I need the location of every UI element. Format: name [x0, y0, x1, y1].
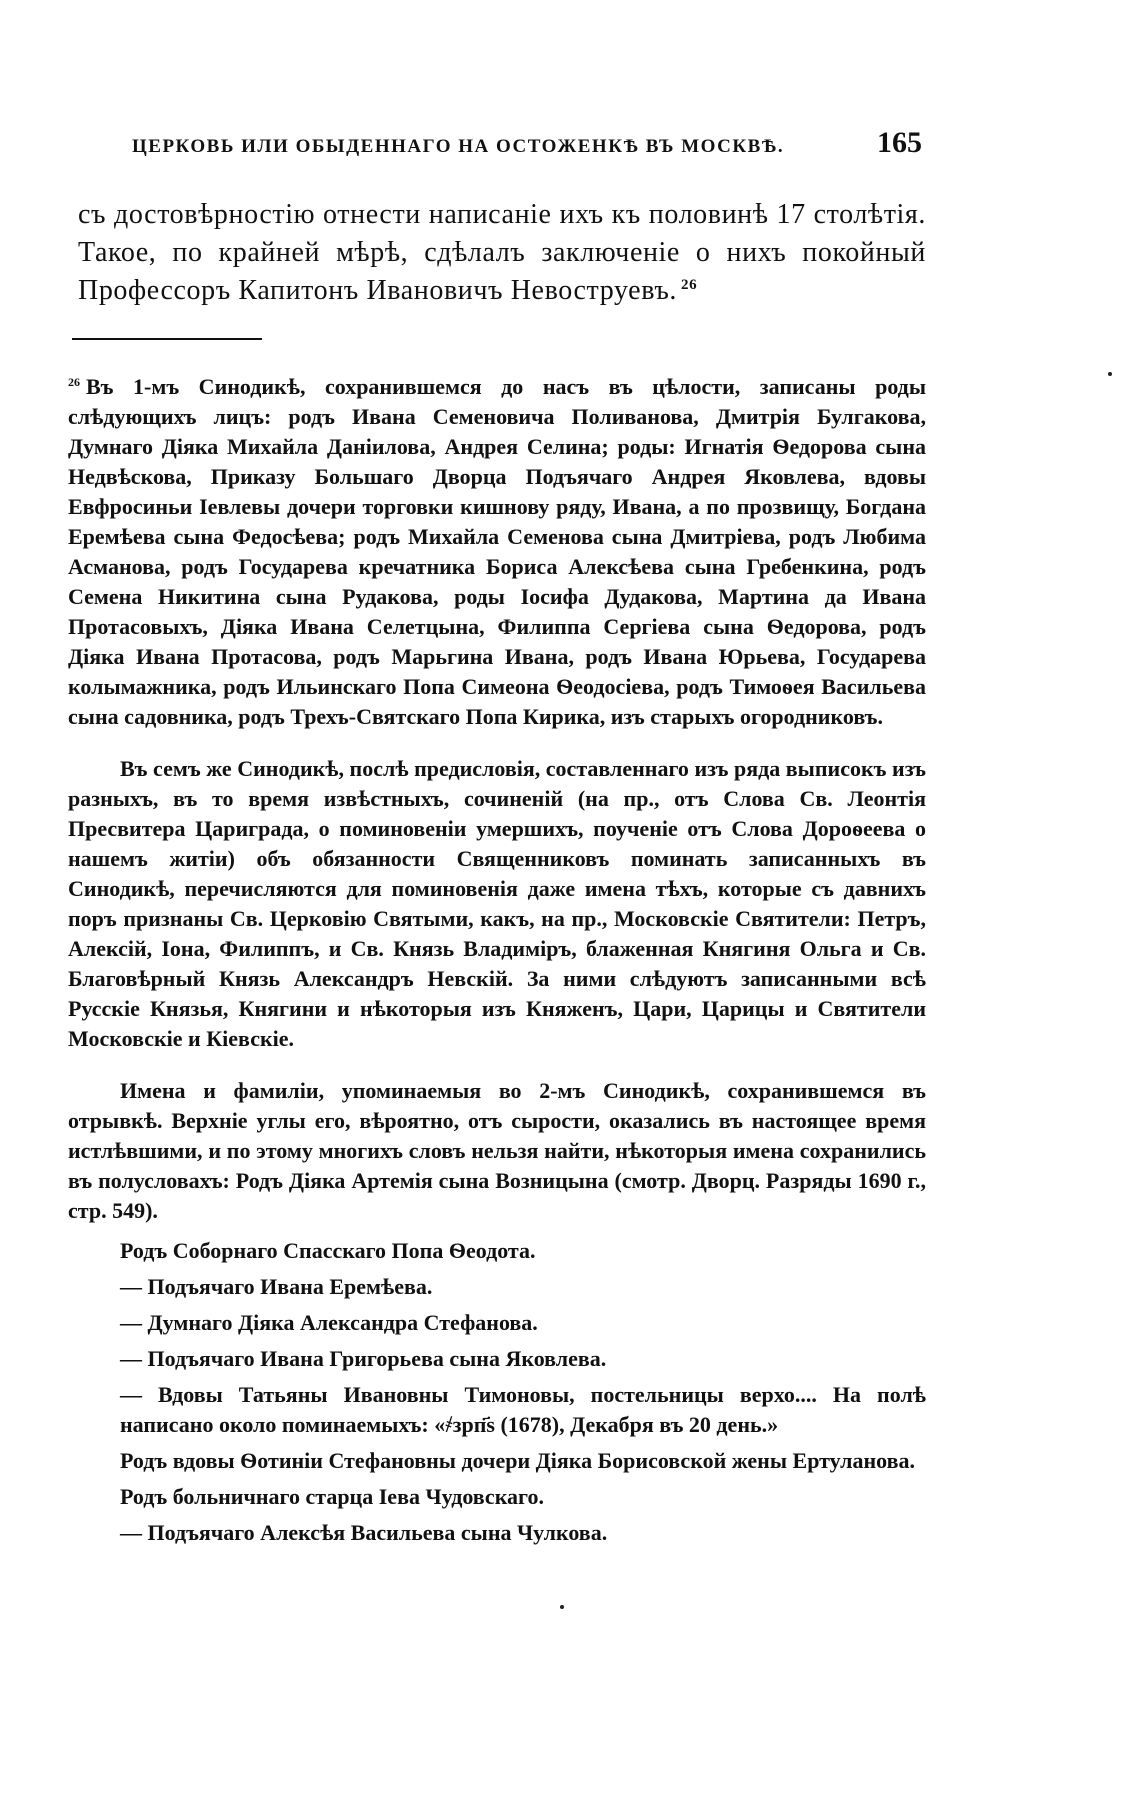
main-paragraph-text: съ достовѣрностію отнести написаніе ихъ къ половинѣ 17 столѣтія. Такое, по крайней мѣрѣ, сдѣлалъ заключеніе о нихъ покойный Профессоръ Капитонъ Ивановичъ Невоструевъ. [78, 199, 926, 306]
main-text [78, 196, 926, 310]
print-speck [1108, 372, 1112, 376]
list-item: Родъ Соборнаго Спасскаго Попа Ѳеодота. [120, 1238, 536, 1263]
footnote-paragraph-1-text: Въ 1-мъ Синодикѣ, сохранившемся до насъ въ цѣлости, записаны роды слѣдующихъ лицъ: родъ Ивана Семеновича Поливанова, Дмитрія Булгакова, Думнаго Діяка Михайла Даніилова, Андрея Селина; роды: Игнатія Ѳедорова сына Недвѣскова, Приказу Большаго Дворца Подъячаго Андрея Яковлева, вдовы Евфросиньи Іевлевы дочери торговки кишнову ряду, Ивана, а по прозвищу, Богдана Еремѣева сына Федосѣева; родъ Михайла Семенова сына Дмитріева, родъ Любима Асманова, родъ Государева кречатника Бориса Алексѣева сына Гребенкина, родъ Семена Никитина сына Рудакова, роды Іосифа Дудакова, Мартина да Ивана Протасовыхъ, Діяка Ивана Селетцына, Филиппа Сергіева сына Ѳедорова, родъ Діяка Ивана Протасова, родъ Марьгина Ивана, родъ Ивана Юрьева, Государева колымажника, родъ Ильинскаго Попа Симеона Ѳеодосіева, родъ Тимоѳея Васильева сына садовника, родъ Трехъ-Святскаго Попа Кирика, изъ старыхъ огородниковъ. [68, 374, 926, 729]
footnote-divider [72, 338, 262, 340]
footnote-paragraph-1 [68, 372, 926, 732]
footnote-paragraph-2: Въ семъ же Синодикѣ, послѣ предисловія, составленнаго изъ ряда выписокъ изъ разныхъ, въ то время извѣстныхъ, сочиненій (на пр., отъ Слова Св. Леонтія Пресвитера Цариграда, о поминовеніи умершихъ, поученіе отъ Слова Дороѳеева о нашемъ житіи) объ обязанности Священниковъ поминать записанныхъ въ Синодикѣ, перечисляются для поминовенія даже имена тѣхъ, которые съ давнихъ поръ признаны Св. Церковію Святыми, какъ, на пр., Московскіе Святители: Петръ, Алексій, Іона, Филиппъ, и Св. Князь Владиміръ, блаженная Княгиня Ольга и Св. Благовѣрный Князь Александръ Невскій. За ними слѣдуютъ записанными всѣ Русскіе Князья, Княгини и нѣкоторыя изъ Княженъ, Цари, Царицы и Святители Московскіе и Кіевскіе. [68, 756, 926, 1051]
list-item: — Подъячаго Алексѣя Васильева сына Чулкова. [120, 1520, 608, 1545]
footnote-number: 26 [68, 374, 80, 389]
list-item: — Подъячаго Ивана Григорьева сына Яковлева. [120, 1346, 607, 1371]
footnote-section [68, 372, 926, 1554]
list-item: — Думнаго Діяка Александра Стефанова. [120, 1310, 538, 1335]
footnote-paragraph-3: Имена и фамиліи, упоминаемыя во 2-мъ Синодикѣ, сохранившемся въ отрывкѣ. Верхніе углы его, вѣроятно, отъ сырости, оказались въ настоящее время истлѣвшими, и по этому многихъ словъ нельзя найти, нѣкоторыя имена сохранились въ полусловахъ: Родъ Діяка Артемія сына Возницына (смотр. Дворц. Разряды 1690 г., стр. 549). [68, 1078, 926, 1223]
list-item: — Вдовы Татьяны Ивановны Тимоновы, постельницы верхо.... На полѣ написано около поминаемыхъ: «҂зрп҃s (1678), Декабря въ 20 день.» [120, 1382, 926, 1437]
footnote-reference[interactable]: 26 [681, 276, 698, 293]
running-head: ЦЕРКОВЬ ИЛИ ОБЫДЕННАГО НА ОСТОЖЕНКѢ ВЪ МОСКВѢ. [132, 136, 785, 157]
list-item: Родъ вдовы Ѳотиніи Стефановны дочери Діяка Борисовской жены Ертуланова. [120, 1448, 915, 1473]
main-paragraph [78, 196, 926, 310]
list-item: Родъ больничнаго старца Іева Чудовскаго. [120, 1484, 544, 1509]
page-number: 165 [877, 126, 922, 159]
print-speck [560, 1605, 564, 1609]
entry-list [68, 1236, 926, 1548]
page-header [132, 126, 922, 160]
list-item: — Подъячаго Ивана Еремѣева. [120, 1274, 433, 1299]
